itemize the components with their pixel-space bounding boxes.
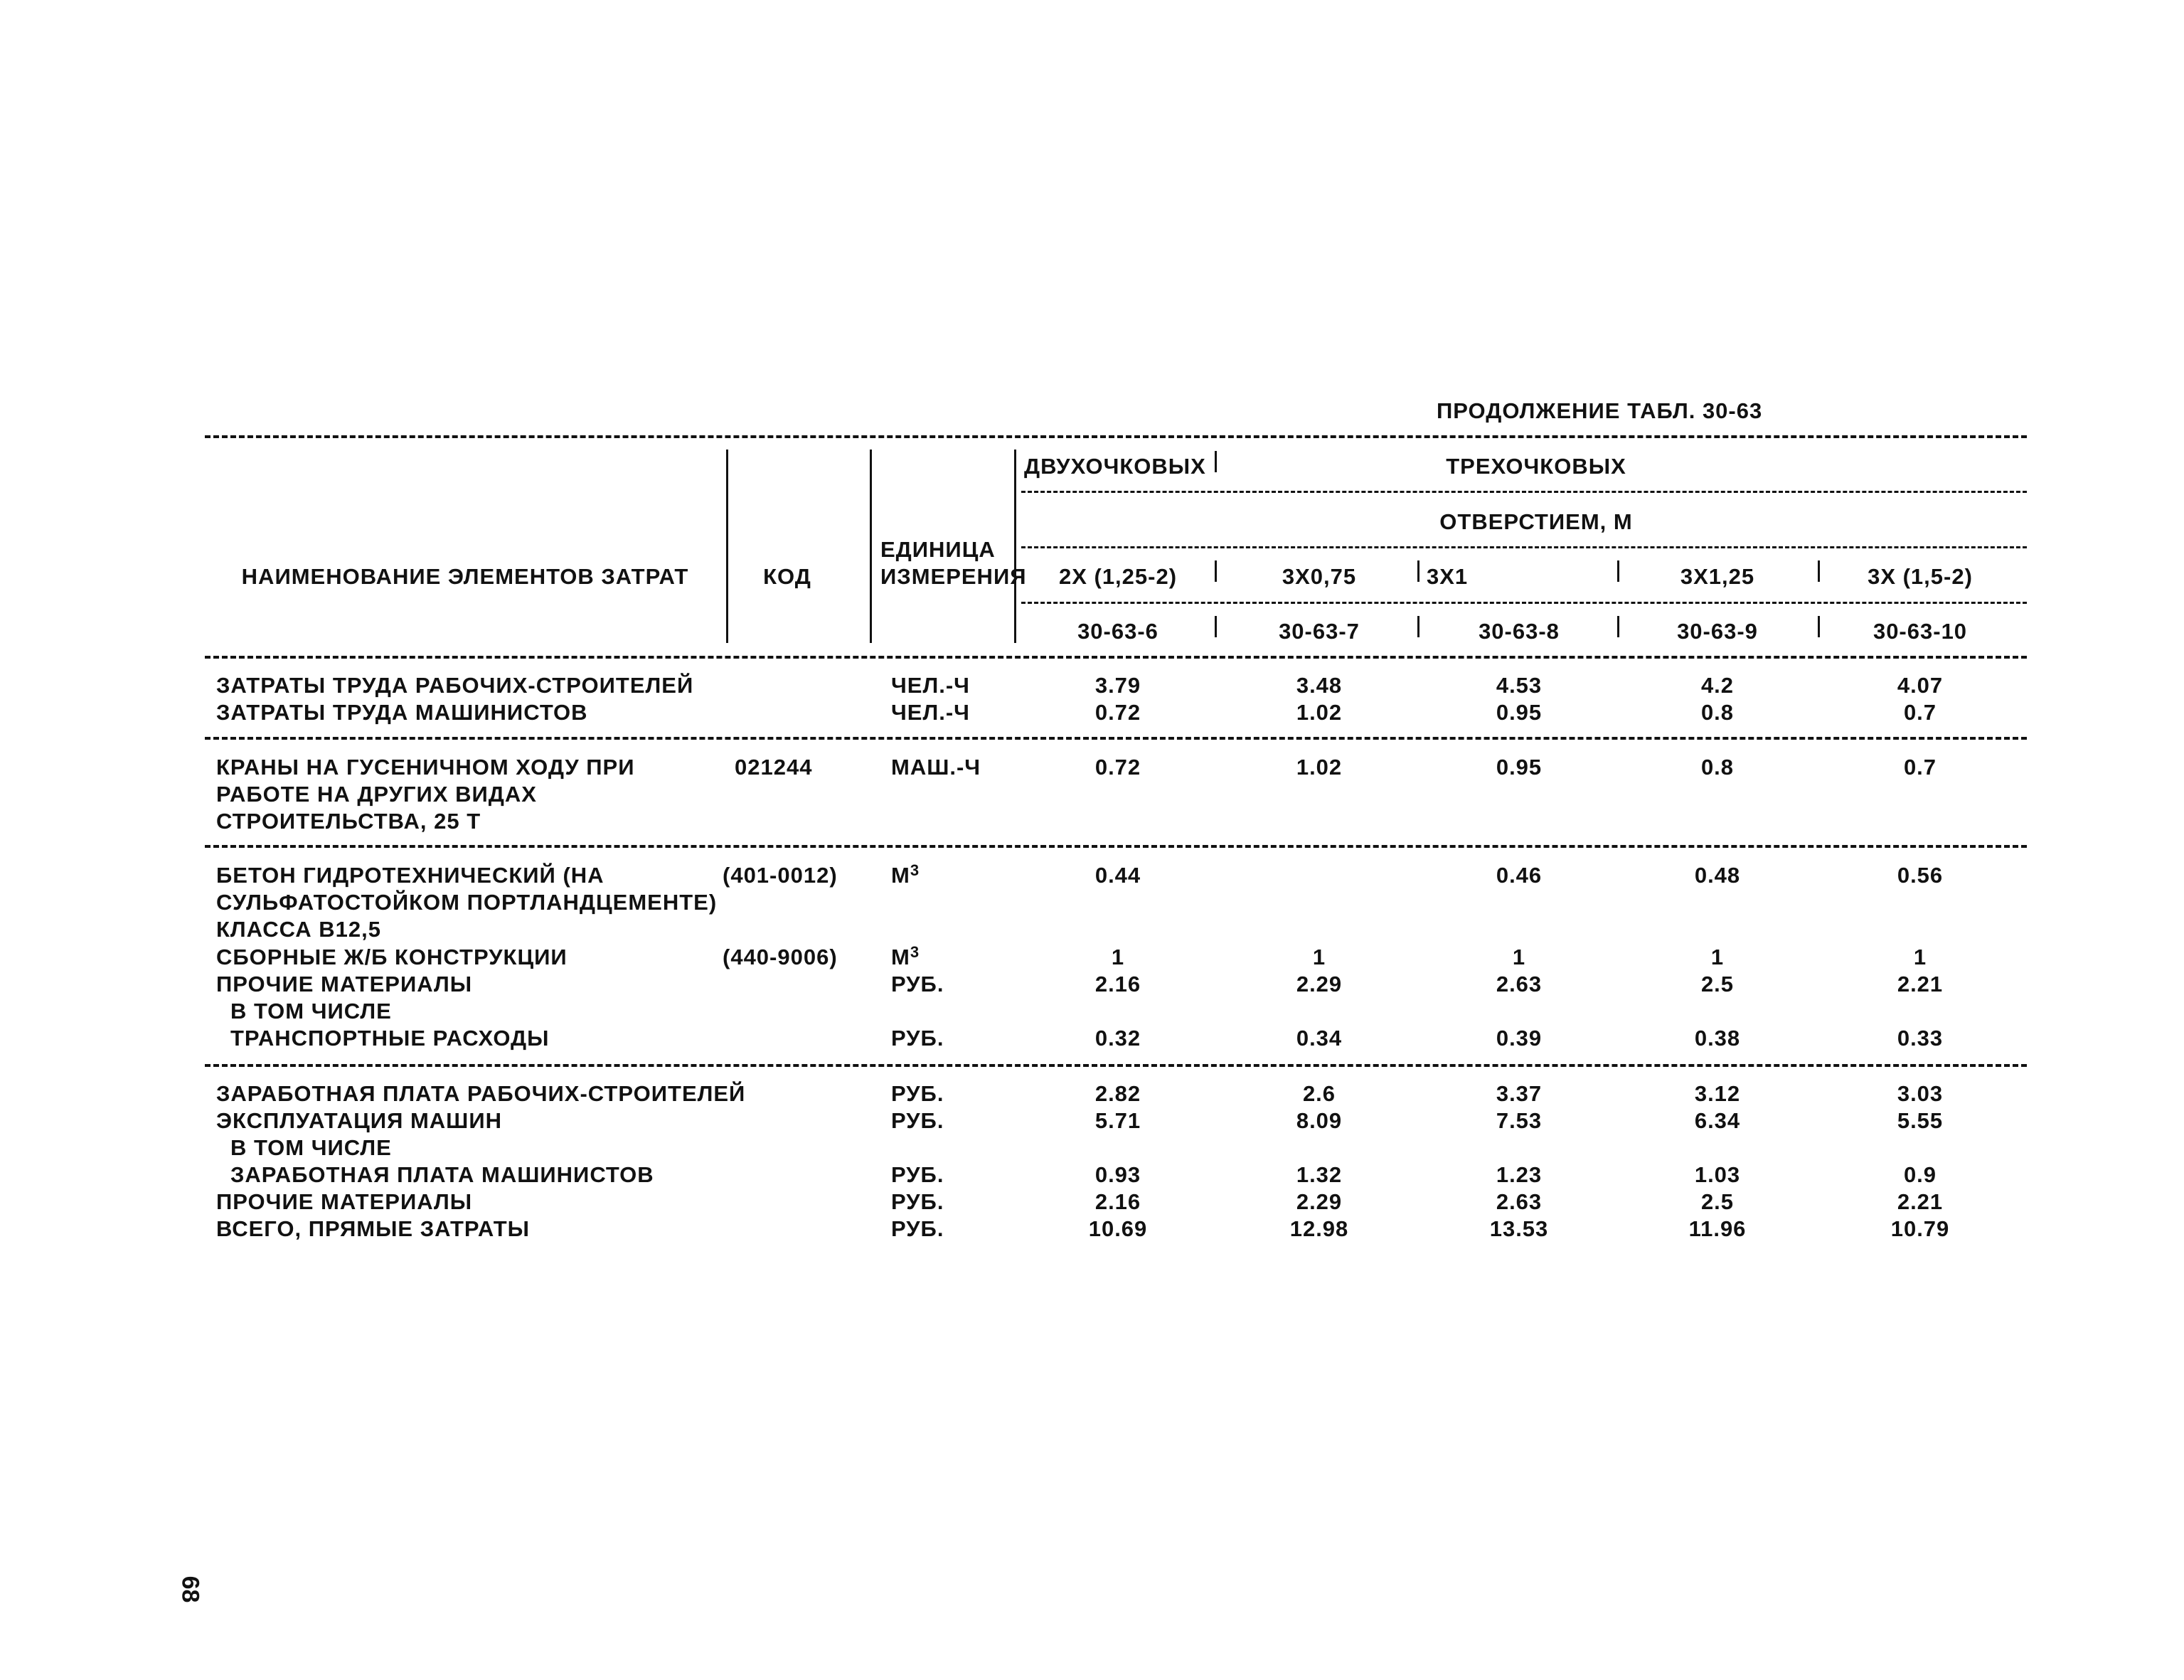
row-value: 2.63 [1496,1189,1543,1214]
row-value: 3.37 [1496,1081,1543,1106]
row-value: 10.69 [1088,1216,1148,1241]
header-divider-unit [1014,450,1016,643]
row-name-cont: СУЛЬФАТОСТОЙКОМ ПОРТЛАНДЦЕМЕНТЕ) [216,890,718,915]
unit-text: М [891,863,910,888]
header-divider-size-1 [1215,560,1217,582]
row-value: 2.29 [1296,1189,1343,1214]
row-unit [891,945,920,972]
row-value: 0.7 [1903,755,1937,780]
row-unit: РУБ. [891,1081,944,1106]
row-name: БЕТОН ГИДРОТЕХНИЧЕСКИЙ (НА [216,863,604,888]
row-value: 11.96 [1688,1216,1747,1241]
header-divider-size-3 [1617,560,1619,582]
row-value: 2.29 [1296,972,1343,996]
row-value: 2.63 [1496,972,1543,996]
row-name-cont: В ТОМ ЧИСЛЕ [230,999,392,1024]
row-value: 2.16 [1094,1189,1141,1214]
row-unit: РУБ. [891,1162,944,1187]
rule-header-sub-3 [1021,602,2027,604]
row-name-cont: КЛАССА В12,5 [216,917,382,942]
row-unit: ЧЕЛ.-Ч [891,700,970,725]
row-value: 1 [1512,945,1526,969]
row-name-cont: В ТОМ ЧИСЛЕ [230,1135,392,1160]
header-unit-line2: ИЗМЕРЕНИЯ [880,564,1027,589]
row-value: 1.03 [1694,1162,1741,1187]
row-name: ЗАРАБОТНАЯ ПЛАТА МАШИНИСТОВ [230,1162,654,1187]
row-value: 5.55 [1897,1108,1944,1133]
row-name: ЗАТРАТЫ ТРУДА МАШИНИСТОВ [216,700,588,725]
header-divider-code-1 [1215,616,1217,637]
row-value: 4.2 [1700,673,1735,698]
row-name: ЗАРАБОТНАЯ ПЛАТА РАБОЧИХ-СТРОИТЕЛЕЙ [216,1081,746,1106]
row-value: 1 [1710,945,1725,969]
row-name: ПРОЧИЕ МАТЕРИАЛЫ [216,1189,473,1214]
row-name-cont: СТРОИТЕЛЬСТВА, 25 Т [216,809,481,834]
header-size: 2Х (1,25-2) [1058,564,1178,589]
header-unit-line1: ЕДИНИЦА [880,537,996,562]
row-value: 1 [1111,945,1125,969]
row-name: ЭКСПЛУАТАЦИЯ МАШИН [216,1108,503,1133]
unit-text: М [891,945,910,969]
row-unit: РУБ. [891,1189,944,1214]
rule-header-bottom [205,656,2027,659]
row-value: 0.48 [1694,863,1741,888]
row-value: 2.82 [1094,1081,1141,1106]
row-value: 1.02 [1296,755,1343,780]
row-code: (440-9006) [723,945,838,969]
row-value: 4.53 [1496,673,1543,698]
row-value: 4.07 [1897,673,1944,698]
header-code: КОД [763,564,811,589]
header-norm-code: 30-63-9 [1677,619,1758,644]
row-name: ВСЕГО, ПРЯМЫЕ ЗАТРАТЫ [216,1216,530,1241]
header-norm-code: 30-63-10 [1873,619,1968,644]
row-name: КРАНЫ НА ГУСЕНИЧНОМ ХОДУ ПРИ [216,755,635,780]
row-value: 0.46 [1496,863,1543,888]
header-name: НАИМЕНОВАНИЕ ЭЛЕМЕНТОВ ЗАТРАТ [241,564,689,589]
row-unit [891,863,920,890]
row-name: ЗАТРАТЫ ТРУДА РАБОЧИХ-СТРОИТЕЛЕЙ [216,673,694,698]
row-value: 0.9 [1903,1162,1937,1187]
header-opening: ОТВЕРСТИЕМ, М [1439,509,1633,534]
rule-top [205,435,2027,438]
row-value: 3.79 [1094,673,1141,698]
row-value: 0.32 [1094,1026,1141,1051]
row-value: 1.02 [1296,700,1343,725]
header-norm-code: 30-63-7 [1279,619,1360,644]
header-size: 3Х (1,5-2) [1868,564,1973,589]
row-value: 2.16 [1094,972,1141,996]
header-divider-code-4 [1818,616,1820,637]
header-divider-code-2 [1417,616,1419,637]
unit-superscript: 3 [910,861,920,879]
row-value: 2.5 [1700,1189,1735,1214]
row-value: 12.98 [1289,1216,1349,1241]
row-value: 0.72 [1094,700,1141,725]
row-value: 2.21 [1897,1189,1944,1214]
header-norm-code: 30-63-8 [1479,619,1560,644]
row-value: 0.38 [1694,1026,1741,1051]
row-value: 1.32 [1296,1162,1343,1187]
row-value: 2.5 [1700,972,1735,996]
row-value: 3.48 [1296,673,1343,698]
rule-group-1 [205,737,2027,740]
header-size: 3Х0,75 [1282,564,1357,589]
row-unit: РУБ. [891,1026,944,1051]
row-value: 1 [1913,945,1927,969]
row-value: 10.79 [1890,1216,1950,1241]
rule-group-2 [205,845,2027,848]
header-size: 3Х1,25 [1680,564,1755,589]
row-value: 7.53 [1496,1108,1543,1133]
row-name-cont: РАБОТЕ НА ДРУГИХ ВИДАХ [216,782,537,807]
row-value: 0.33 [1897,1026,1944,1051]
row-unit: ЧЕЛ.-Ч [891,673,970,698]
row-name: ПРОЧИЕ МАТЕРИАЛЫ [216,972,473,996]
header-group-three: ТРЕХОЧКОВЫХ [1446,454,1626,479]
rule-header-sub-1 [1021,491,2027,493]
row-value: 0.95 [1496,755,1543,780]
row-value: 1.23 [1496,1162,1543,1187]
row-value: 0.39 [1496,1026,1543,1051]
row-value: 0.7 [1903,700,1937,725]
row-value: 0.95 [1496,700,1543,725]
row-value: 1 [1312,945,1326,969]
header-divider-group [1215,451,1217,472]
page-number: 68 [176,1575,204,1603]
row-value: 6.34 [1694,1108,1741,1133]
row-value: 3.03 [1897,1081,1944,1106]
row-name: СБОРНЫЕ Ж/Б КОНСТРУКЦИИ [216,945,568,969]
header-divider-code-3 [1617,616,1619,637]
header-group-two: ДВУХОЧКОВЫХ [1024,454,1206,479]
row-value: 8.09 [1296,1108,1343,1133]
header-size: 3Х1 [1427,564,1469,589]
row-value: 2.6 [1302,1081,1336,1106]
row-unit: РУБ. [891,972,944,996]
header-divider-size-2 [1417,560,1419,582]
header-divider-code [870,450,872,643]
row-code: (401-0012) [723,863,838,888]
header-norm-code: 30-63-6 [1077,619,1158,644]
row-unit: РУБ. [891,1216,944,1241]
header-divider-size-4 [1818,560,1820,582]
row-value: 5.71 [1094,1108,1141,1133]
row-unit: МАШ.-Ч [891,755,981,780]
row-value: 0.56 [1897,863,1944,888]
row-value: 13.53 [1489,1216,1549,1241]
row-value: 0.72 [1094,755,1141,780]
row-value: 0.44 [1094,863,1141,888]
row-value: 0.8 [1700,755,1735,780]
table-caption: ПРОДОЛЖЕНИЕ ТАБЛ. 30-63 [1437,398,1763,423]
rule-header-sub-2 [1021,546,2027,548]
row-name: ТРАНСПОРТНЫЕ РАСХОДЫ [230,1026,550,1051]
row-value: 3.12 [1694,1081,1741,1106]
row-value: 2.21 [1897,972,1944,996]
rule-group-3 [205,1064,2027,1067]
header-divider-name [726,450,728,643]
unit-superscript: 3 [910,943,920,961]
row-code: 021244 [735,755,813,780]
row-value: 0.93 [1094,1162,1141,1187]
row-value: 0.8 [1700,700,1735,725]
row-value: 0.34 [1296,1026,1343,1051]
row-unit: РУБ. [891,1108,944,1133]
